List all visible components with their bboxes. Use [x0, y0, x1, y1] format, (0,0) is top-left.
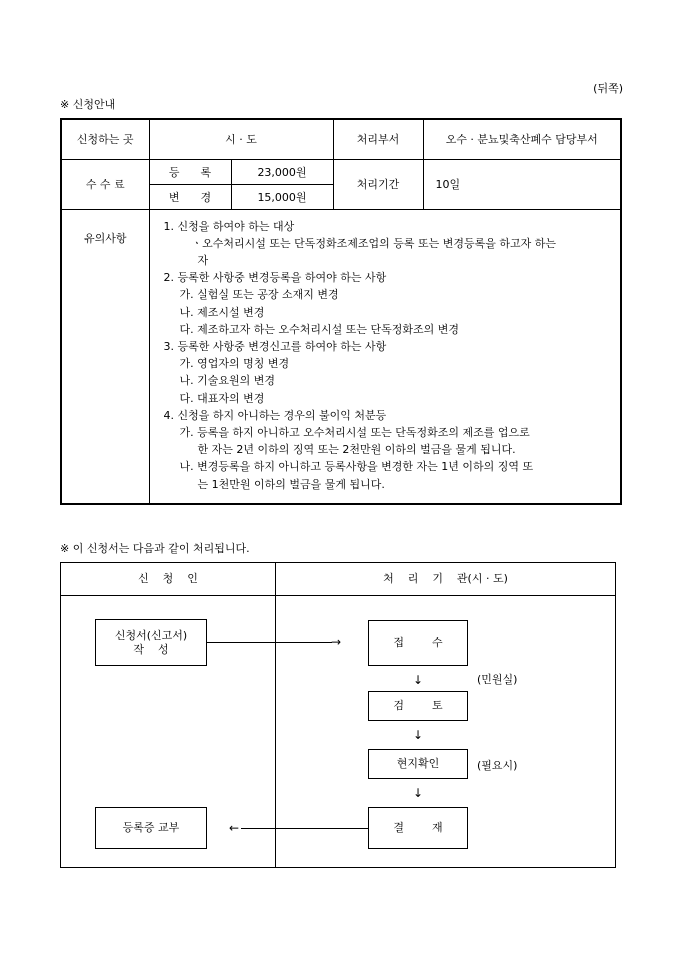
note-line: 나. 변경등록을 하지 아니하고 등록사항을 변경한 자는 1년 이하의 징역 또: [179, 460, 534, 474]
connector-line: [241, 828, 368, 829]
note-line: 자: [197, 253, 209, 267]
agency-column-header: 처 리 기 관(시 · 도): [383, 572, 508, 585]
notes-label: 유의사항: [61, 209, 149, 504]
note-line: 가. 영업자의 명칭 변경: [179, 357, 290, 371]
application-info-table: [60, 118, 622, 505]
deliver-certificate-box: 등록증 교부: [95, 807, 207, 849]
review-box: 검 토: [368, 691, 468, 721]
process-flowchart: [60, 562, 616, 868]
note-line: 가. 등록을 하지 아니하고 오수처리시설 또는 단독정화조의 제조를 업으로: [179, 425, 530, 439]
note-line: 나. 기술요원의 변경: [179, 374, 275, 388]
page-side-label: (뒤쪽): [593, 82, 623, 95]
column-divider: [275, 563, 276, 867]
arrow-right-icon: →: [331, 635, 342, 649]
approve-box: 결 재: [368, 807, 468, 849]
note-line: ㆍ오수처리시설 또는 단독정화조제조업의 등록 또는 변경등록을 하고자 하는: [191, 236, 557, 250]
process-title: ※ 이 신청서는 다음과 같이 처리됩니다.: [60, 542, 250, 555]
where-value: 시 · 도: [149, 119, 333, 159]
note-line: 한 자는 2년 이하의 징역 또는 2천만원 이하의 벌금을 물게 됩니다.: [197, 443, 516, 457]
where-label: 신청하는 곳: [61, 119, 149, 159]
fee-amount-change: 15,000원: [231, 184, 333, 209]
site-check-note: (필요시): [477, 759, 518, 772]
connector-line: [207, 642, 332, 643]
note-line: 2. 등록한 사항중 변경등록을 하여야 하는 사항: [163, 271, 387, 285]
note-line: 나. 제조시설 변경: [179, 305, 265, 319]
write-application-line1: 신청서(신고서): [114, 628, 188, 642]
note-line: 는 1천만원 이하의 벌금을 물게 됩니다.: [197, 477, 385, 491]
dept-label: 처리부서: [333, 119, 423, 159]
period-value: 10일: [423, 159, 621, 209]
fee-kind-change: 변 경: [149, 184, 231, 209]
header-divider: [61, 595, 615, 596]
receive-note: (민원실): [477, 673, 518, 686]
note-line: 3. 등록한 사항중 변경신고를 하여야 하는 사항: [163, 339, 387, 353]
dept-value: 오수 · 분뇨및축산폐수 담당부서: [423, 119, 621, 159]
note-line: 1. 신청을 하여야 하는 대상: [163, 219, 295, 233]
write-application-line2: 작 성: [133, 642, 169, 656]
fee-kind-register: 등 록: [149, 159, 231, 184]
arrow-down-icon: ↓: [413, 786, 424, 800]
receive-box: 접 수: [368, 620, 468, 666]
applicant-column-header: 신 청 인: [138, 572, 198, 585]
note-line: 다. 제조하고자 하는 오수처리시설 또는 단독정화조의 변경: [179, 322, 459, 336]
fee-amount-register: 23,000원: [231, 159, 333, 184]
note-line: 다. 대표자의 변경: [179, 391, 265, 405]
note-line: 4. 신청을 하지 아니하는 경우의 불이익 처분등: [163, 408, 387, 422]
period-label: 처리기간: [333, 159, 423, 209]
arrow-down-icon: ↓: [413, 728, 424, 742]
notes-cell: [149, 209, 621, 504]
fee-label: 수 수 료: [61, 159, 149, 209]
arrow-down-icon: ↓: [413, 673, 424, 687]
application-guide-title: ※ 신청안내: [60, 98, 116, 111]
notes-list: [164, 218, 615, 493]
write-application-box: [95, 619, 207, 666]
arrow-left-icon: ←: [229, 821, 240, 835]
note-line: 가. 실험실 또는 공장 소재지 변경: [179, 288, 339, 302]
site-check-box: 현지확인: [368, 749, 468, 779]
